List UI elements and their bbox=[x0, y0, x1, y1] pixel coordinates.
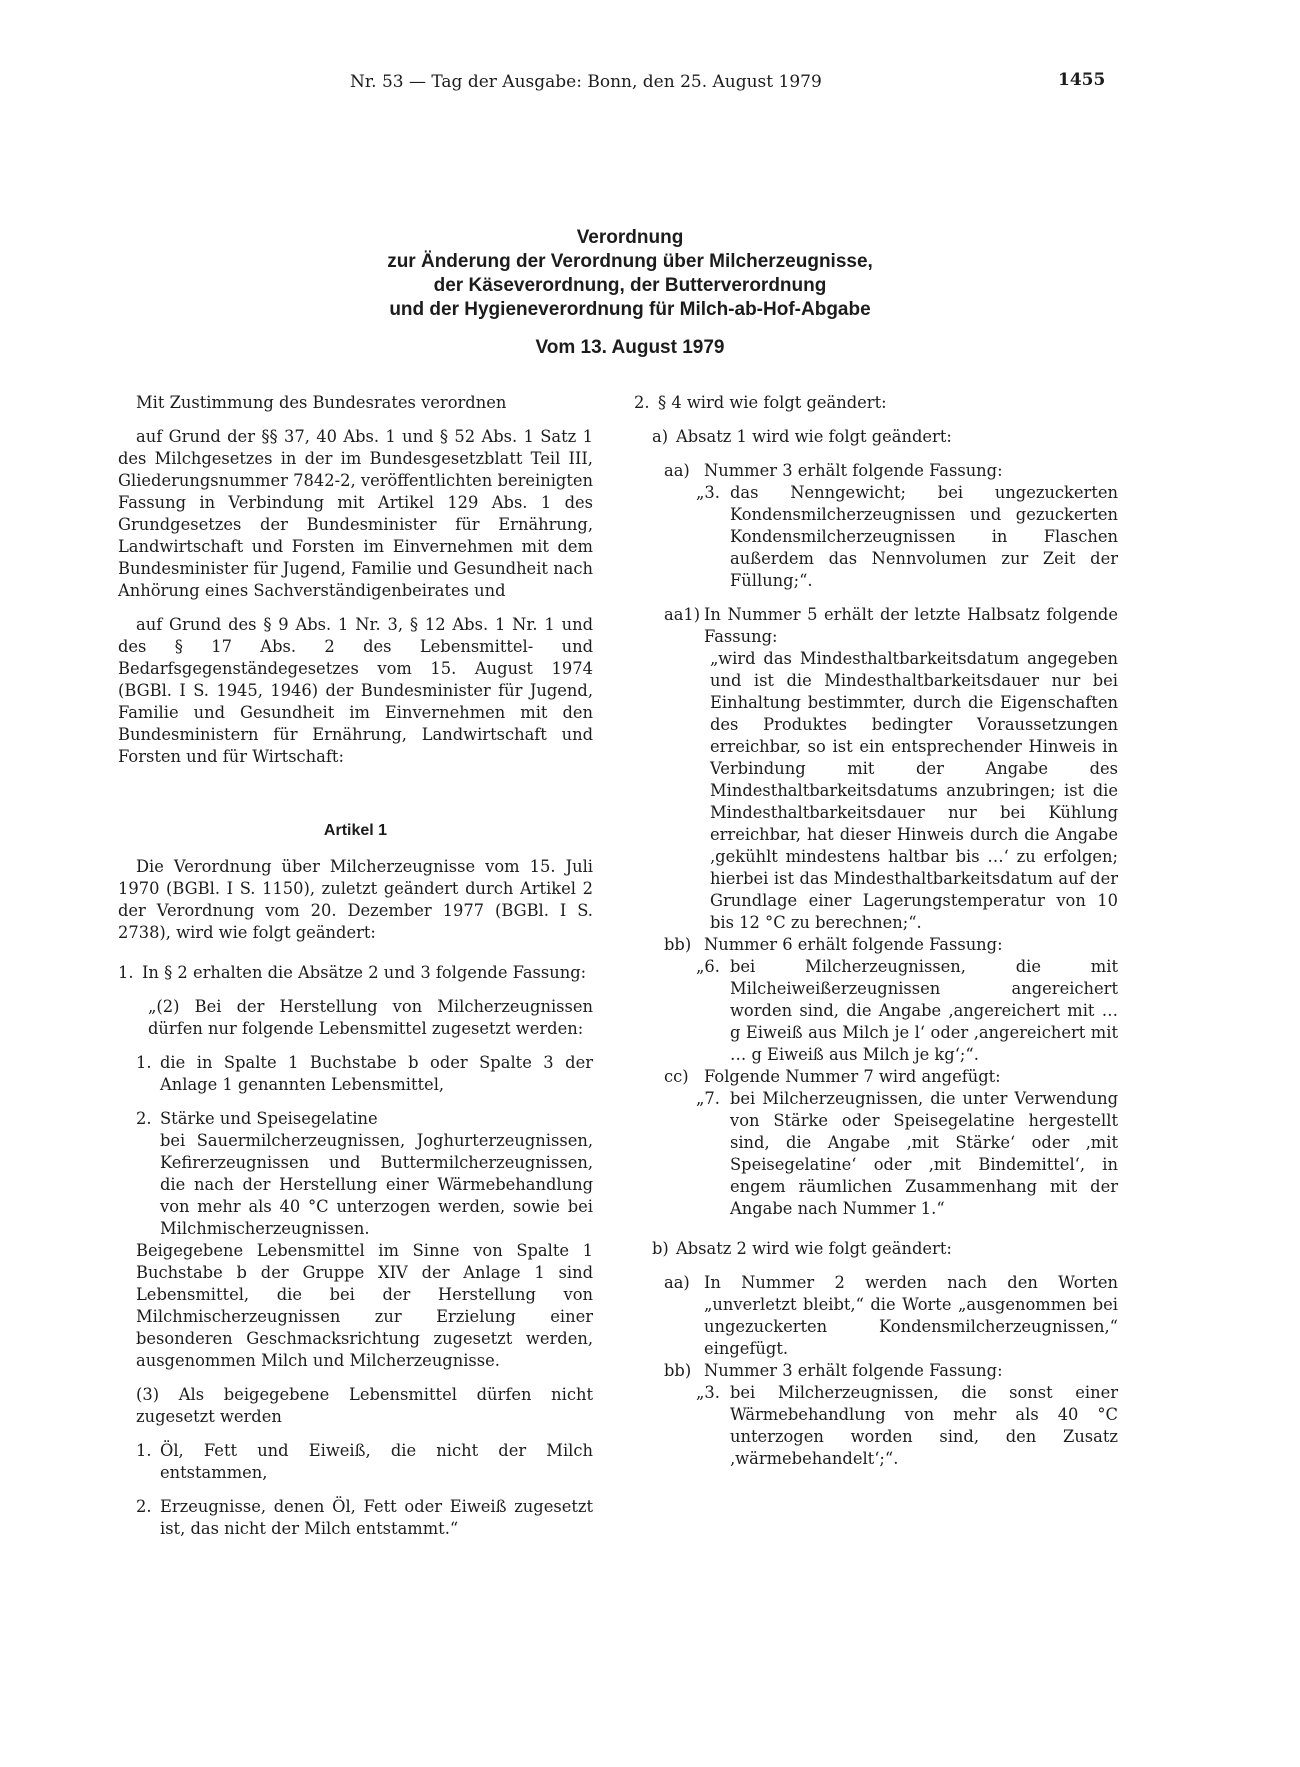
preamble-intro: Mit Zustimmung des Bundesrates verordnen bbox=[136, 393, 507, 412]
list-item-detail: bei Sauermilcherzeugnissen, Joghurterzeugnissen, Kefirerzeugnissen und Buttermilcherzeugnissen, die nach der Herstellung einer Wärmebehandlung von mehr als 40 °C unterzogen werden, sowie bei Milchmischerzeugnissen. bbox=[160, 1131, 593, 1238]
sub-sub-item-text: Nummer 3 erhält folgende Fassung: bbox=[704, 1361, 1003, 1380]
sub-sub-item-label: aa) bbox=[664, 1273, 690, 1292]
title-line-3: der Käseverordnung, der Butterverordnung bbox=[433, 275, 827, 296]
issue-header: Nr. 53 — Tag der Ausgabe: Bonn, den 25. August 1979 bbox=[350, 72, 822, 92]
sub-sub-item-label: bb) bbox=[664, 1361, 692, 1380]
quoted-text: „wird das Mindesthaltbarkeitsdatum angegeben und ist die Mindesthaltbarkeitsdauer nur bei Einhaltung bestimmter, durch die Eigenschaften des Produktes bedingter Voraussetzungen erreichbar, so ist ein entsprechender Hinweis in Verbindung mit der Angabe des Mindesthaltbarkeitsdatums anzubringen; ist die Mindesthaltbarkeitsdauer nur bei Kühlung erreichbar, hat dieser Hinweis durch die Angabe ‚gekühlt mindestens haltbar bis …‘ zu erfolgen; hierbei ist das Mindesthaltbarkeitsdatum auf der Grundlage einer Lagerungstemperatur von 10 bis 12 °C zu berechnen;“. bbox=[710, 649, 1118, 932]
sub-item-text: Absatz 2 wird wie folgt geändert: bbox=[676, 1239, 952, 1258]
left-column bbox=[118, 392, 593, 1540]
quoted-item-text: bei Milcherzeugnissen, die unter Verwendung von Stärke oder Speisegelatine hergestellt sind, die Angabe ‚mit Stärke‘ oder ‚mit Speisegelatine‘ oder ‚mit Bindemittel‘, in engem räumlichen Zusammenhang mit der Angabe nach Nummer 1.“ bbox=[730, 1089, 1118, 1218]
page-number: 1455 bbox=[1058, 70, 1106, 90]
quoted-item-text: bei Milcherzeugnissen, die mit Milcheiweißerzeugnissen angereichert worden sind, die Angabe ‚angereichert mit … g Eiweiß aus Milch je l‘ oder ‚angereichert mit … g Eiweiß aus Milch je kg‘;“. bbox=[730, 957, 1118, 1064]
quoted-item bbox=[696, 956, 1118, 1066]
item-number: 1. bbox=[118, 963, 134, 982]
quoted-item-number: „6. bbox=[696, 957, 720, 976]
sub-sub-item bbox=[664, 460, 1118, 482]
amendment-item bbox=[118, 962, 593, 984]
sub-sub-item-label: aa) bbox=[664, 461, 690, 480]
sub-item-label: b) bbox=[652, 1239, 669, 1258]
quoted-item-text: bei Milcherzeugnissen, die sonst einer Wärmebehandlung von mehr als 40 °C unterzogen worden sind, den Zusatz ‚wärmebehandelt‘;“. bbox=[730, 1383, 1118, 1468]
list-item bbox=[136, 1052, 593, 1096]
list-item-text: die in Spalte 1 Buchstabe b oder Spalte 3 der Anlage 1 genannten Lebensmittel, bbox=[160, 1053, 593, 1094]
legal-basis-paragraph: auf Grund der §§ 37, 40 Abs. 1 und § 52 Abs. 1 Satz 1 des Milchgesetzes in der im Bundesgesetzblatt Teil III, Gliederungsnummer 7842-2, veröffentlichten bereinigten Fassung in Verbindung mit Artikel 129 Abs. 1 des Grundgesetzes der Bundesminister für Ernährung, Landwirtschaft und Forsten im Einvernehmen mit dem Bundesminister für Jugend, Familie und Gesundheit nach Anhörung eines Sachverständigenbeirates und bbox=[118, 427, 593, 600]
article-intro: Die Verordnung über Milcherzeugnisse vom 15. Juli 1970 (BGBl. I S. 1150), zuletzt geändert durch Artikel 2 der Verordnung vom 20. Dezember 1977 (BGBl. I S. 2738), wird wie folgt geändert: bbox=[118, 857, 593, 942]
quoted-item-number: „3. bbox=[696, 1383, 720, 1402]
title-line-4: und der Hygieneverordnung für Milch-ab-Hof-Abgabe bbox=[389, 299, 871, 320]
sub-sub-item-text: In Nummer 5 erhält der letzte Halbsatz folgende Fassung: bbox=[704, 605, 1118, 646]
sub-sub-item-label: cc) bbox=[664, 1067, 689, 1086]
item-number: 2. bbox=[634, 393, 650, 412]
item-text: In § 2 erhalten die Absätze 2 und 3 folgende Fassung: bbox=[142, 963, 587, 982]
sub-sub-item bbox=[664, 934, 1118, 956]
sub-sub-item bbox=[664, 1272, 1118, 1360]
title-date: Vom 13. August 1979 bbox=[535, 337, 725, 358]
quoted-item bbox=[696, 1382, 1118, 1470]
list-item-text: Öl, Fett und Eiweiß, die nicht der Milch entstammen, bbox=[160, 1441, 593, 1482]
sub-item-label: a) bbox=[652, 427, 669, 446]
list-item bbox=[136, 1108, 593, 1130]
sub-sub-item bbox=[664, 1066, 1118, 1088]
list-item-number: 1. bbox=[136, 1053, 152, 1072]
title-line-2: zur Änderung der Verordnung über Milcherzeugnisse, bbox=[387, 251, 873, 272]
right-column bbox=[634, 392, 1118, 1470]
article-heading: Artikel 1 bbox=[323, 822, 388, 839]
quoted-item bbox=[696, 482, 1118, 592]
sub-sub-item-label: bb) bbox=[664, 935, 692, 954]
sub-sub-item-text: Nummer 3 erhält folgende Fassung: bbox=[704, 461, 1003, 480]
sub-sub-item-text: Folgende Nummer 7 wird angefügt: bbox=[704, 1067, 1001, 1086]
amendment-item bbox=[634, 392, 1118, 414]
quoted-paragraph: „(2) Bei der Herstellung von Milcherzeugnissen dürfen nur folgende Lebensmittel zugesetzt werden: bbox=[148, 997, 593, 1038]
list-item-text: Stärke und Speisegelatine bbox=[160, 1109, 378, 1128]
sub-sub-item-text: Nummer 6 erhält folgende Fassung: bbox=[704, 935, 1003, 954]
quoted-paragraph: (3) Als beigegebene Lebensmittel dürfen nicht zugesetzt werden bbox=[136, 1385, 593, 1426]
quoted-item-number: „7. bbox=[696, 1089, 720, 1108]
ordinance-title bbox=[200, 226, 1060, 360]
quoted-item-text: das Nenngewicht; bei ungezuckerten Kondensmilcherzeugnissen und gezuckerten Kondensmilcherzeugnissen in Flaschen außerdem das Nennvolumen zur Zeit der Füllung;“. bbox=[730, 483, 1118, 590]
sub-sub-item-label: aa1) bbox=[664, 605, 701, 624]
sub-sub-item bbox=[664, 1360, 1118, 1382]
list-item-text: Erzeugnisse, denen Öl, Fett oder Eiweiß zugesetzt ist, das nicht der Milch entstammt.“ bbox=[160, 1497, 593, 1538]
sub-sub-item-text: In Nummer 2 werden nach den Worten „unverletzt bleibt,“ die Worte „ausgenommen bei ungezuckerten Kondensmilcherzeugnissen,“ eingefügt. bbox=[704, 1273, 1118, 1358]
sub-sub-item bbox=[664, 604, 1118, 648]
list-item-number: 2. bbox=[136, 1109, 152, 1128]
list-item-number: 2. bbox=[136, 1497, 152, 1516]
quoted-item-number: „3. bbox=[696, 483, 720, 502]
list-item bbox=[136, 1496, 593, 1540]
quoted-paragraph: Beigegebene Lebensmittel im Sinne von Spalte 1 Buchstabe b der Gruppe XIV der Anlage 1 sind Lebensmittel, die bei der Herstellung von Milchmischerzeugnissen zur Erzielung einer besonderen Geschmacksrichtung zugesetzt werden, ausgenommen Milch und Milcherzeugnisse. bbox=[136, 1241, 593, 1370]
list-item-number: 1. bbox=[136, 1441, 152, 1460]
quoted-item bbox=[696, 1088, 1118, 1220]
legal-basis-paragraph: auf Grund des § 9 Abs. 1 Nr. 3, § 12 Abs. 1 Nr. 1 und des § 17 Abs. 2 des Lebensmittel- und Bedarfsgegenständegesetzes vom 15. August 1974 (BGBl. I S. 1945, 1946) der Bundesminister für Jugend, Familie und Gesundheit im Einvernehmen mit den Bundesministern für Ernährung, Landwirtschaft und Forsten und für Wirtschaft: bbox=[118, 615, 593, 766]
list-item bbox=[136, 1440, 593, 1484]
sub-item bbox=[652, 426, 1118, 448]
title-line-1: Verordnung bbox=[576, 227, 684, 248]
sub-item bbox=[652, 1238, 1118, 1260]
item-text: § 4 wird wie folgt geändert: bbox=[658, 393, 887, 412]
sub-item-text: Absatz 1 wird wie folgt geändert: bbox=[676, 427, 952, 446]
